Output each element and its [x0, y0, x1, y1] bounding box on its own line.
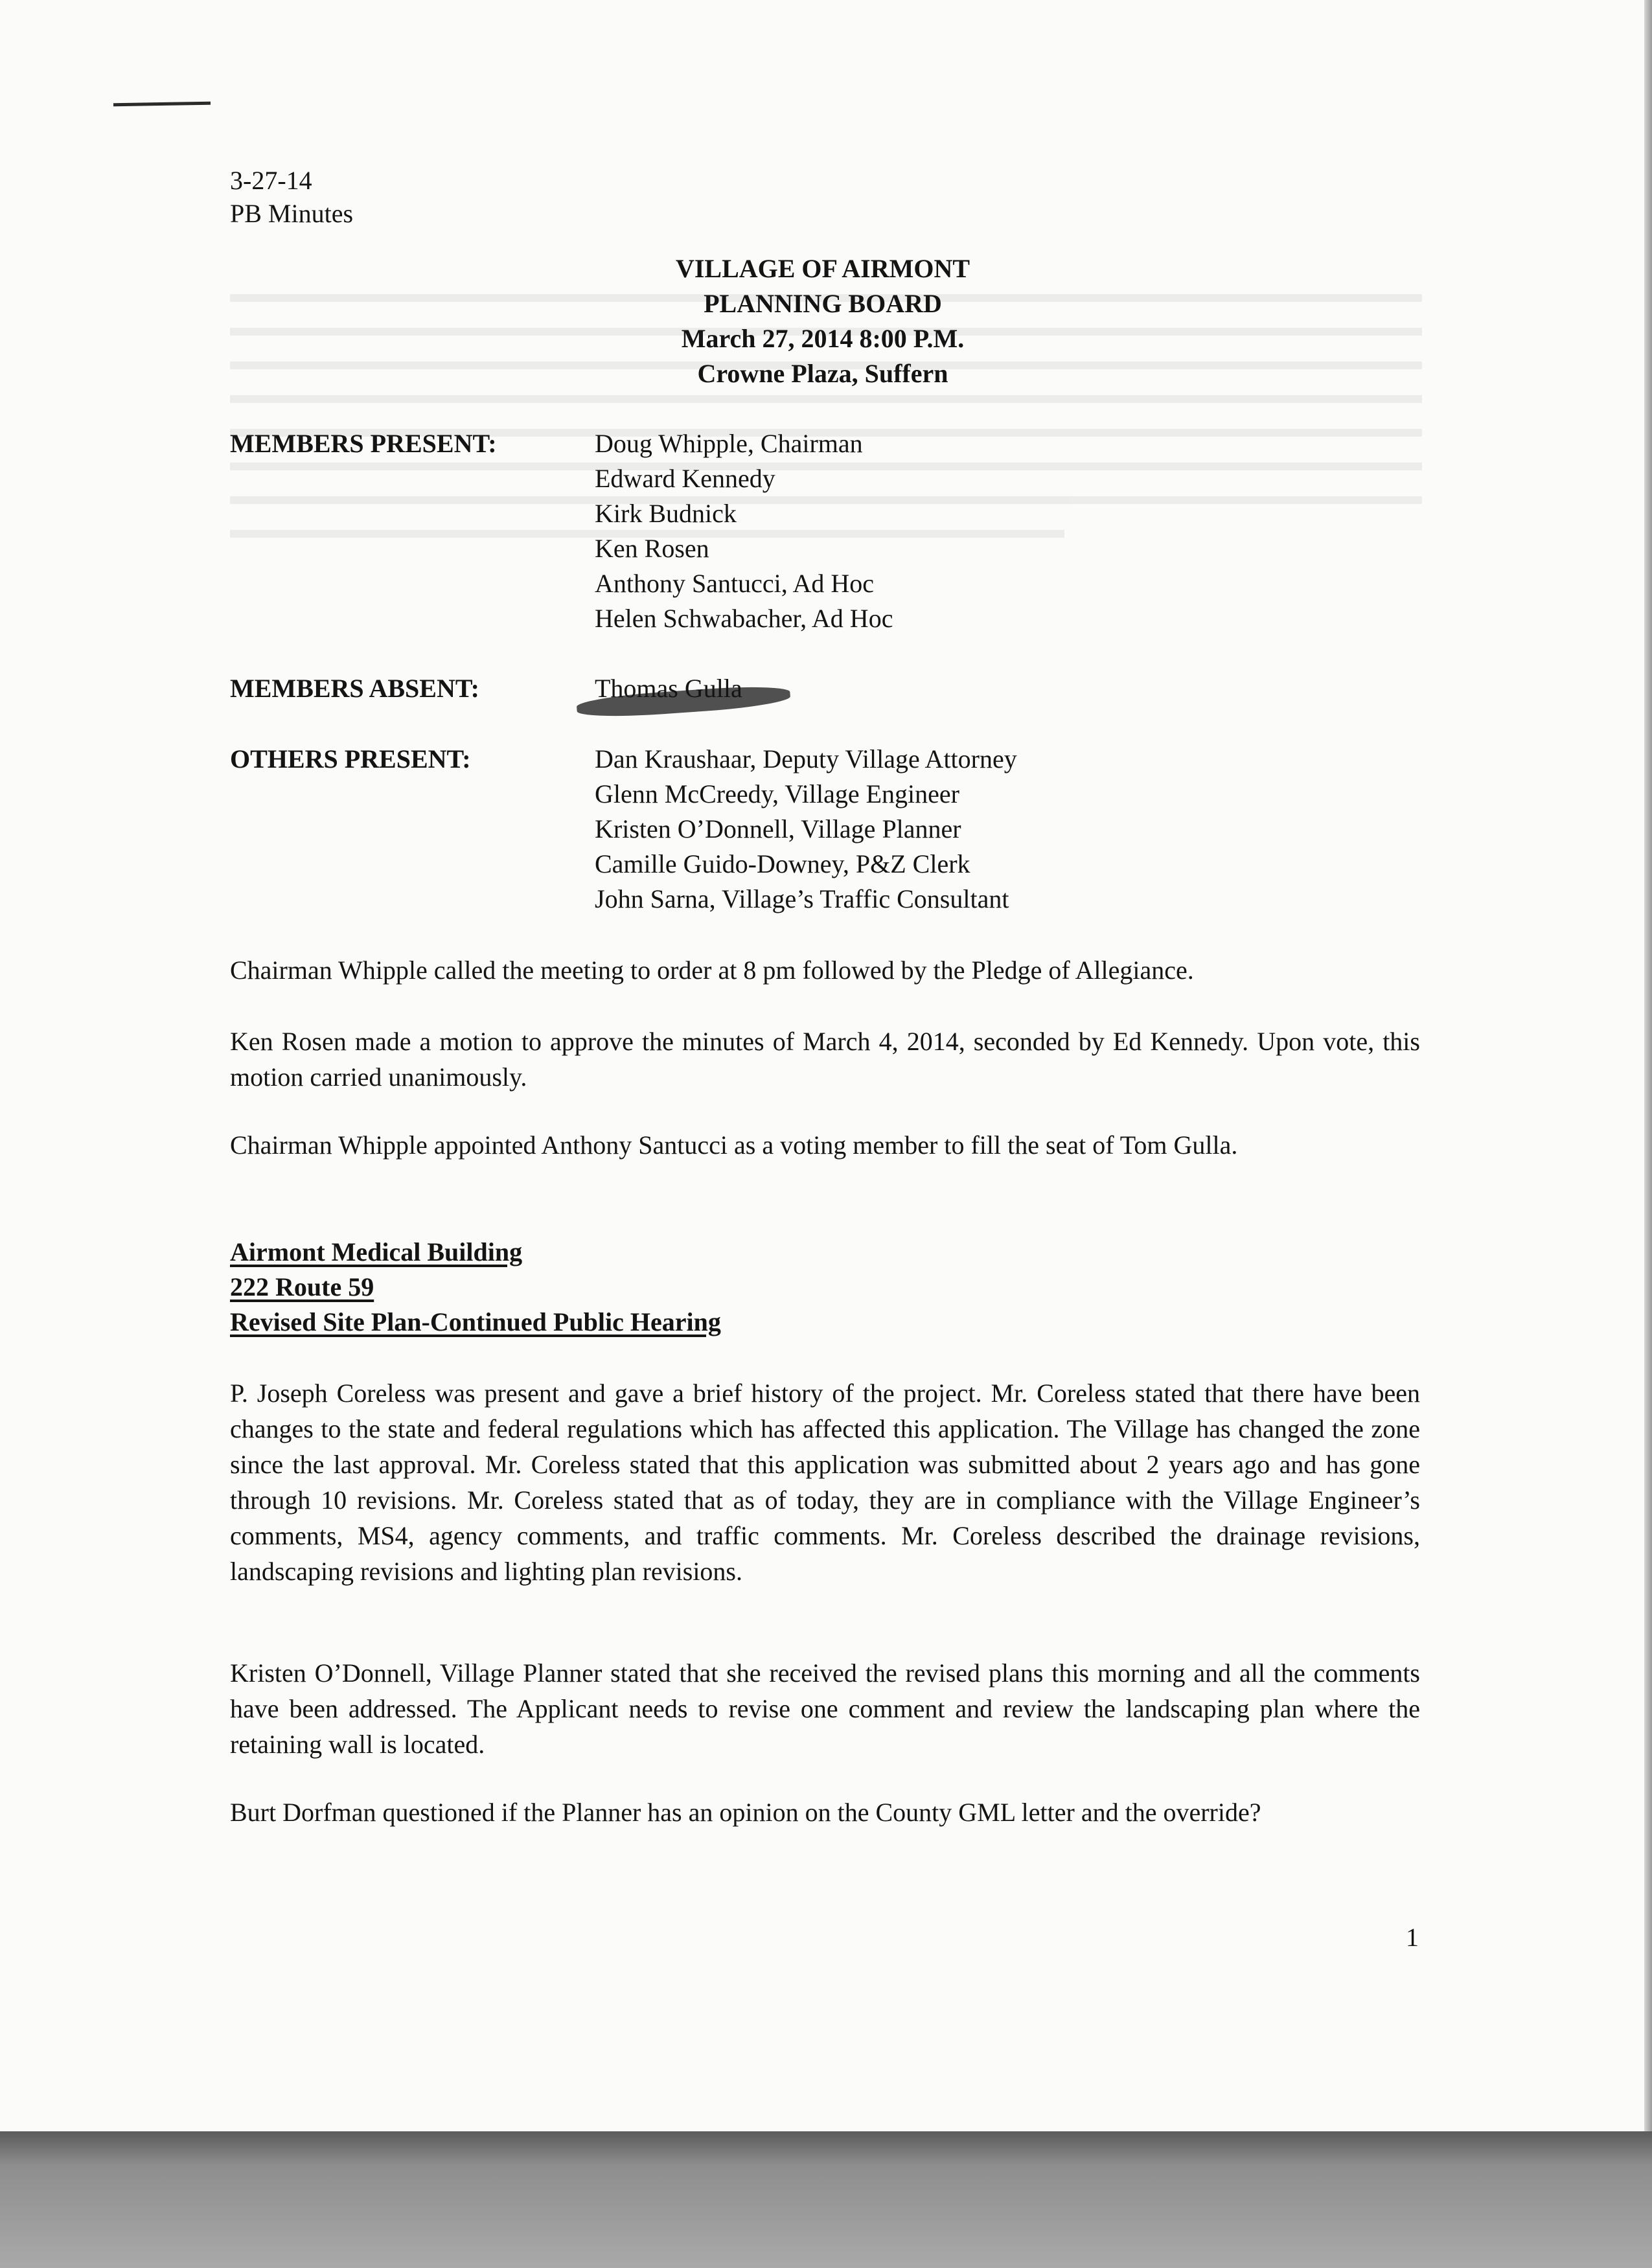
page-number: 1: [1406, 1923, 1419, 1952]
section-heading-address: 222 Route 59: [230, 1272, 374, 1301]
members-present-label: MEMBERS PRESENT:: [230, 429, 497, 458]
paragraph-appointment: Chairman Whipple appointed Anthony Santucci as a voting member to fill the seat of Tom Gulla.: [230, 1130, 1238, 1160]
title-location: Crowne Plaza, Suffern: [697, 359, 948, 388]
title-date-time: March 27, 2014 8:00 P.M.: [681, 324, 965, 353]
members-absent-label: MEMBERS ABSENT:: [230, 674, 479, 703]
others-present-label: OTHERS PRESENT:: [230, 744, 471, 773]
paragraph-planner-comments: Kristen O’Donnell, Village Planner stated that she received the revised plans this morning and all the comments have been addressed. The Applicant needs to revise one comment and review the landscaping plan where the retaining wall is located.: [230, 1658, 1420, 1759]
paragraph-dorfman-question: Burt Dorfman questioned if the Planner has an opinion on the County GML letter and the override?: [230, 1798, 1261, 1827]
scan-edge-right: [1644, 0, 1652, 2268]
paragraph-minutes-approval: Ken Rosen made a motion to approve the minutes of March 4, 2014, seconded by Ed Kennedy. Upon vote, this motion carried unanimously.: [230, 1027, 1420, 1092]
meeting-date: 3-27-14: [230, 166, 312, 195]
other-present-item: Kristen O’Donnell, Village Planner: [595, 814, 961, 843]
paragraph-coreless-history: P. Joseph Coreless was present and gave a brief history of the project. Mr. Coreless stated that there have been changes to the state and federal regulations which has affected this application. The Village has changed the zone since the last approval. Mr. Coreless stated that this application was submitted about 2 years ago and has gone through 10 revisions. Mr. Coreless stated that as of today, they are in compliance with the Village Engineer’s comments, MS4, agency comments, and traffic comments. Mr. Coreless described the drainage revisions, landscaping revisions and lighting plan revisions.: [230, 1379, 1420, 1586]
paragraph-call-to-order: Chairman Whipple called the meeting to order at 8 pm followed by the Pledge of Allegiance.: [230, 956, 1194, 985]
member-present-item: Helen Schwabacher, Ad Hoc: [595, 604, 893, 633]
other-present-item: Dan Kraushaar, Deputy Village Attorney: [595, 744, 1017, 773]
member-present-item: Ken Rosen: [595, 534, 709, 563]
title-village: VILLAGE OF AIRMONT: [675, 254, 970, 283]
other-present-item: Glenn McCreedy, Village Engineer: [595, 779, 959, 808]
member-absent-item: Thomas Gulla: [595, 674, 742, 703]
section-heading-project: Airmont Medical Building: [230, 1237, 523, 1266]
scan-edge-bottom: [0, 2131, 1652, 2268]
member-present-item: Doug Whipple, Chairman: [595, 429, 863, 458]
other-present-item: Camille Guido-Downey, P&Z Clerk: [595, 849, 970, 878]
title-board: PLANNING BOARD: [704, 289, 942, 318]
member-present-item: Kirk Budnick: [595, 499, 737, 528]
margin-mark: [113, 102, 211, 107]
member-present-item: Anthony Santucci, Ad Hoc: [595, 569, 875, 598]
other-present-item: John Sarna, Village’s Traffic Consultant: [595, 884, 1009, 913]
member-present-item: Edward Kennedy: [595, 464, 775, 493]
document-subtitle: PB Minutes: [230, 199, 354, 228]
section-heading-hearing: Revised Site Plan-Continued Public Hearing: [230, 1307, 721, 1336]
